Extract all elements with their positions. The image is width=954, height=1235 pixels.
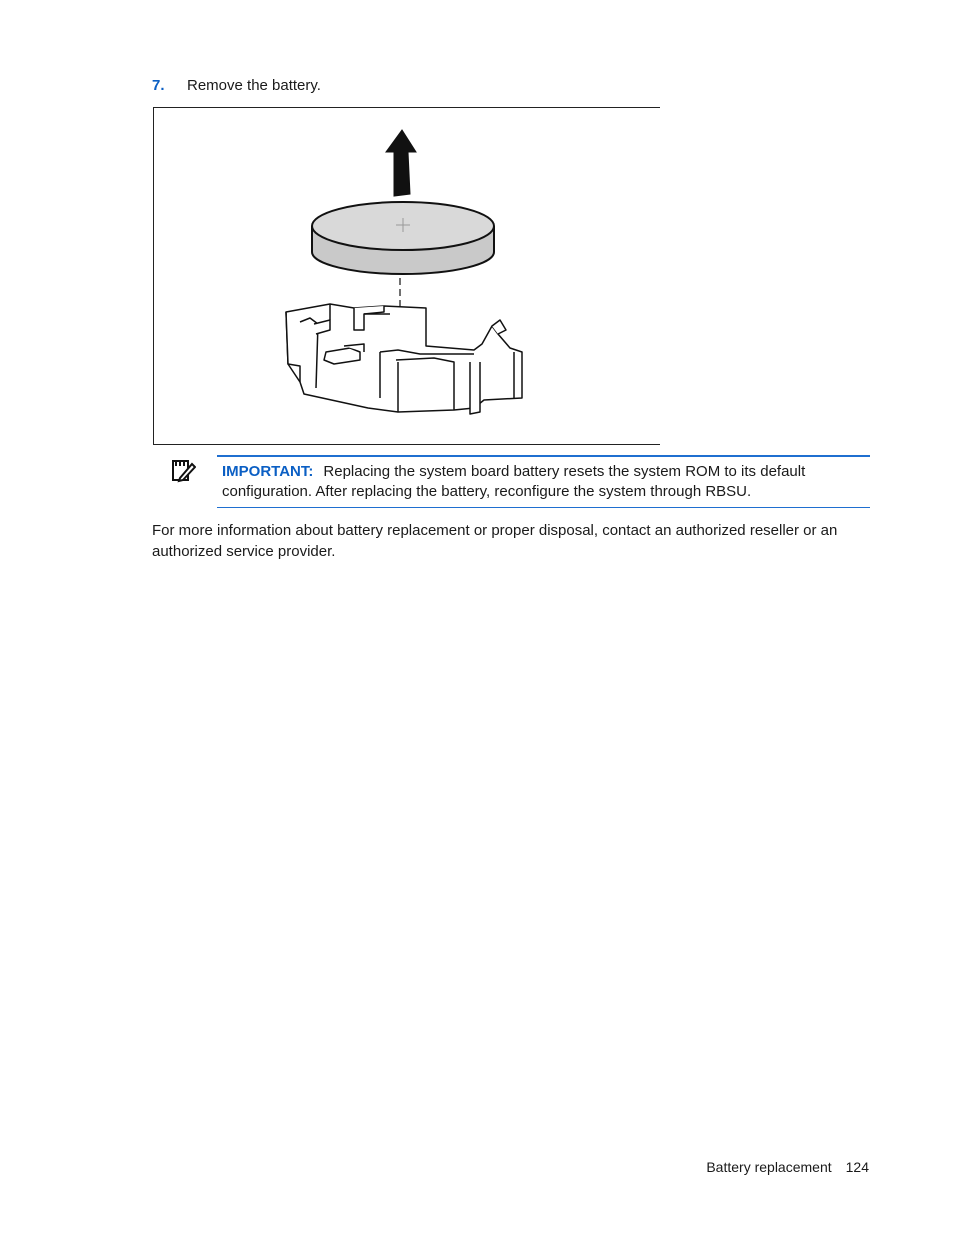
step-number: 7.	[152, 77, 165, 94]
step-item	[152, 76, 321, 96]
step-text: Remove the battery.	[187, 77, 321, 94]
battery-holder-icon	[286, 304, 522, 414]
footer-section-title: Battery replacement	[706, 1159, 832, 1175]
coin-battery-icon	[312, 202, 494, 274]
info-paragraph: For more information about battery replacement or proper disposal, contact an authorized reseller or an authorized service provider.	[152, 522, 838, 560]
important-note	[217, 455, 870, 508]
important-label: IMPORTANT:	[222, 463, 314, 480]
page-footer	[706, 1158, 869, 1176]
important-note-text: Replacing the system board battery resets the system ROM to its default configuration. After replacing the battery, reconfigure the system through RBSU.	[222, 463, 806, 500]
page-number: 124	[845, 1159, 869, 1175]
up-arrow-icon	[386, 130, 416, 196]
battery-removal-figure	[153, 107, 660, 445]
battery-removal-illustration	[154, 108, 661, 446]
important-icon	[170, 458, 196, 484]
important-note-body	[222, 462, 862, 502]
